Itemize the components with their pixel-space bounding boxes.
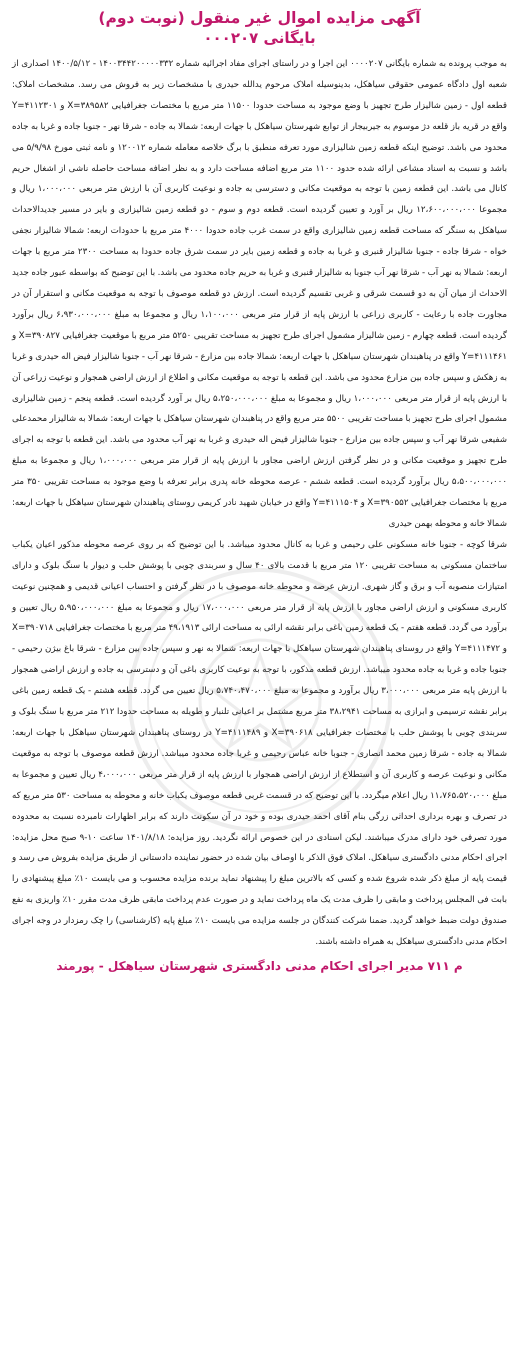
notice-paragraph-1: به موجب پرونده به شماره بایگانی ۰۰۰۰۲۰۷ این اجرا و در راستای اجرای مفاد اجرائیه شماره ۱۴۰۰۳۴۴۲۰۰۰۰۰۳۳۲ - ۱۴۰۰/۵/۱۲ اصداری از شعبه اول دادگاه عمومی حقوقی سیاهکل، بدینوسیله املاک مرحوم یدالله حیدری با مشخصات زیر به فروش می رسد. مشخصات املاک: قطعه اول - زمین شالیزار طرح تجهیز با وضع موجود به مساحت حدودا ۱۱۵۰۰ متر مربع با مختصات جغرافیایی X=۳۸۹۵۸۲ و Y=۴۱۱۲۳۰۱ واقع در قریه باز قلعه دژ موسوم به جیربیجار از توابع شهرستان سیاهکل با جهات اربعه: شمالا به جاده - شرقا نهر - جنوبا جاده و غربا به جاده محدود می باشد. توضیح اینکه قطعه زمین شالیزاری مورد تعرفه منطبق با برگ خلاصه معامله شماره ۱۲۰۰۱۲ و نامه ثبتی مورخ ۵/۹/۹۸ می باشد و نسبت به اسناد مشاعی ارائه شده حدود ۱۱۰۰ متر مربع اضافه مساحت دارد و به نظر اضافه مساحت حاصله ناشی از اشغال حریم کانال می باشد. این قطعه زمین با توجه به موقعیت مکانی و دسترسی به جاده و نوعیت کاربری آن با ارزش متر مربعی ۱،۰۰۰،۰۰۰ ریال و مجموعا ۱۲،۶۰۰،۰۰۰،۰۰۰ ریال بر آورد و تعیین گردیده است. قطعه دوم و سوم - دو قطعه زمین شالیزاری و بایر در مسیر جدیدالاحداث سیاهکل به سنگر که مساحت قطعه زمین شالیزاری واقع در سمت غرب جاده حدودا ۴۰۰۰ متر مربع با حدودات اربعه: شمالا شالیزار نجفی خواه - شرقا جاده - جنوبا شالیزار قنبری و غربا به جاده و قطعه زمین بایر در سمت شرق جاده حدودا به مساحت ۲۳۰۰ متر مربع با جهات اربعه: شمالا به نهر آب - شرقا نهر آب جنوبا به شالیزار قنبری و غربا به حریم جاده محدود می باشد. با این توضیح که بواسطه عبور جاده جدید الاحداث از میان آن به دو قسمت شرقی و غربی تقسیم گردیده است. ارزش دو قطعه موصوف با توجه به موقعیت مکانی و استقرار آن در مجاورت جاده با رعایت - کاربری زراعی با ارزش پایه از قرار متر مربعی ۱،۱۰۰،۰۰۰ ریال و مجموعا به مبلغ ۶،۹۳۰،۰۰۰،۰۰۰ ریال برآورد گردیده است. قطعه چهارم - زمین شالیزار مشمول اجرای طرح تجهیز به مساحت تقریبی ۵۲۵۰ متر مربع با موقعیت جغرافیایی X=۳۹۰۸۲۷ و Y=۴۱۱۱۴۶۱ واقع در پناهبندان شهرستان سیاهکل با جهات اربعه: شمالا جاده بین مزارع - شرقا نهر آب - جنوبا شالیزار فیض اله حیدری و غربا به زهکش و سپس جاده بین مزارع محدود می باشد. این قطعه با توجه به موقعیت مکانی و اطلاع از ارزش اراضی همجوار و نوعیت زراعی آن با ارزش پایه از قرار متر مربعی ۱،۰۰۰،۰۰۰ ریال و مجموعا به مبلغ ۵،۲۵۰،۰۰۰،۰۰۰ ریال بر آورد گردیده است. قطعه پنجم - زمین شالیزاری مشمول اجرای طرح تجهیز با مساحت تقریبی ۵۵۰۰ متر مربع واقع در پناهبندان شهرستان سیاهکل با جهات اربعه: شمالا به شالیزار محمدعلی شفیعی شرقا نهر آب و سپس جاده بین مزارع - جنوبا شالیزار فیض اله حیدری و غربا به نهر آب محدود می باشد. این قطعه با توجه به اجرای طرح تجهیز و موقعیت مکانی و در نظر گرفتن ارزش اراضی مجاور با ارزش پایه از قرار متر مربعی ۱،۰۰۰،۰۰۰ ریال و مجموعا به مبلغ ۵،۵۰۰،۰۰۰،۰۰۰ ریال برآورد گردیده است. قطعه ششم - عرصه محوطه خانه پدری برابر تعرفه با وضع موجود به مساحت تقریبی ۳۵۰ متر مربع با مختصات جغرافیایی X=۳۹۰۵۵۲ و Y=۴۱۱۱۵۰۴ واقع در خیابان شهید نادر کریمی روستای پناهبندان شهرستان سیاهکل با جهات اربعه: شمالا خانه و محوطه بهمن حیدری <box>12 59 508 529</box>
notice-paragraph-2: شرقا کوچه - جنوبا خانه مسکونی علی رحیمی و غربا به کانال محدود میباشد. با این توضیح که بر روی عرصه محوطه مذکور اعیان یکباب ساختمان مسکونی به مساحت تقریبی ۱۲۰ متر مربع با قدمت بالای ۴۰ سال و سربندی چوبی با پوشش حلب و دیوار با سنگ بلوک و دارای امتیازات منصوبه آب و برق و گاز شهری. ارزش عرصه و محوطه خانه موصوف با در نظر گرفتن و احتساب اعیانی قدیمی و همچنین نوعیت کاربری مسکونی و ارزش اراضی مجاور با ارزش پایه از قرار متر مربعی ۱۷،۰۰۰،۰۰۰ ریال و مجموعا به مبلغ ۵،۹۵۰،۰۰۰،۰۰۰ ریال تعیین و برآورد می گردد. قطعه هفتم - یک قطعه زمین باغی برابر نقشه ارائی به مساحت ارائی ۴۹،۱۹۱۳ متر مربع با مختصات جغرافیایی X=۳۹۰۷۱۸ و Y=۴۱۱۱۴۷۲ واقع در روستای پناهبندان شهرستان سیاهکل با جهات اربعه: شمالا به نهر و سپس جاده بین مزارع - شرقا باغ بیژن رحیمی - جنوبا جاده و غربا به جاده محدود میباشد. ارزش قطعه مذکور، با توجه به نوعیت کاربری باغی آن و دسترسی به جاده و ارزش اراضی همجوار با ارزش پایه متر مربعی ۳،۰۰۰،۰۰۰ ریال برآورد و مجموعا به مبلغ ۵،۷۴۰،۴۷۰،۰۰۰ ریال تعیین می گردد. قطعه هشتم - یک قطعه زمین باغی برابر نقشه ترسیمی و ابرازی به مساحت ۳۸،۲۹۴۱ متر مربع مشتمل بر اعیانی تلنبار و طویله به مساحت حدودا ۲۱۲ متر مربع با سنگ بلوک و سربندی چوبی با پوشش حلب با مختصات جغرافیایی X=۳۹۰۶۱۸ و Y=۴۱۱۱۴۸۹ در روستای پناهبندان شهرستان سیاهکل با جهات اربعه: شمالا به جاده - شرقا زمین محمد انصاری - جنوبا خانه عباس رحیمی و غربا جاده محدود میباشد. ارزش قطعه موصوف با توجه به موقعیت مکانی و نوعیت عرصه و کاربری آن و استطلاع از ارزش اراضی همجوار با ارزش پایه از قرار متر مربعی ۴،۰۰۰،۰۰۰ ریال تعیین و مجموعا به مبلغ ۱۱،۷۶۵،۵۲۰،۰۰۰ ریال اعلام میگردد. با این توضیح که در قسمت غربی قطعه موصوف یکباب خانه و محوطه به مساحت ۵۳۰ متر مربع که در تصرف و بهره برداری احداثی زرگی بنام آقای احمد حیدری بوده و خود در آن سکونت دارند که برابر اظهارات نامبرده نسبت به محدوده مورد تصرفی خود دارای مدرک میباشند. لیکن اسنادی در این خصوص ارائه نگردید. روز مزایده: ۱۴۰۱/۸/۱۸ ساعت ۱۰-۹ صبح محل مزایده: اجرای احکام مدنی دادگستری سیاهکل. املاک فوق الذکر با اوصاف بیان شده در حضور نماینده دادستانی از طریق مزایده بفروش می رسد و قیمت پایه از مبلغ ذکر شده شروع شده و کسی که بالاترین مبلغ را پیشنهاد نماید برنده مزایده محسوب و می بایست ۱۰٪ مبلغ پیشنهادی را بابت فی المجلس پرداخت و مابقی را ظرف مدت یک ماه پرداخت نماید و در صورت عدم پرداخت مابقی ظرف مدت مقرر ۱۰٪ واریزی به نفع صندوق دولت ضبط خواهد گردید. ضمنا شرکت کنندگان در جلسه مزایده می بایست ۱۰٪ مبلغ پایه (کارشناسی) را چک رمزدار در وجه اجرای احکام مدنی دادگستری سیاهکل به همراه داشته باشند. <box>12 539 508 948</box>
notice-header <box>12 8 507 48</box>
notice-body <box>12 54 507 953</box>
archive-number: بایگانی ۰۰۰۲۰۷ <box>203 29 316 47</box>
notice-title: آگهی مزایده اموال غیر منقول (نوبت دوم) <box>98 9 421 27</box>
notice-signature: م ۷۱۱ مدیر اجرای احکام مدنی دادگستری شهرستان سیاهکل - پورمند <box>56 958 463 973</box>
